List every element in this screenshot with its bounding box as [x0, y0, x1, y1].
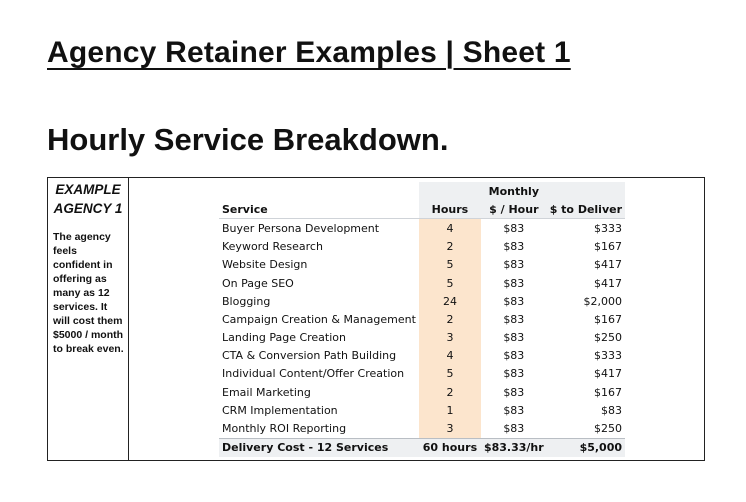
- table-row: [219, 347, 625, 365]
- deliver-cell: $2,000: [583, 294, 623, 308]
- service-cell: On Page SEO: [222, 276, 294, 290]
- deliver-cell: $333: [594, 221, 623, 235]
- deliver-cell: $167: [594, 240, 623, 254]
- total-row: [219, 438, 625, 457]
- rate-cell: $83: [503, 258, 525, 272]
- rate-cell: $83: [503, 403, 525, 417]
- hours-cell: 4: [419, 219, 481, 238]
- rate-cell: $83: [503, 221, 525, 235]
- service-rows: [219, 219, 625, 438]
- deliver-cell: $167: [594, 385, 623, 399]
- table-row: [219, 256, 625, 274]
- header-deliver: $ to Deliver: [547, 200, 625, 219]
- document-title: Agency Retainer Examples | Sheet 1: [47, 36, 571, 69]
- table-row: [219, 292, 625, 310]
- rate-cell: $83: [503, 312, 525, 326]
- hours-cell: 24: [419, 292, 481, 310]
- hours-cell: 2: [419, 383, 481, 401]
- service-cell: Buyer Persona Development: [222, 221, 380, 235]
- deliver-cell: $83: [601, 403, 623, 417]
- service-cell: Email Marketing: [222, 385, 311, 399]
- header-rate: $ / Hour: [481, 200, 547, 219]
- agency-description: The agency feels confident in offering as many as 12 services. It will cost them $5000 / month to break even.: [53, 231, 124, 355]
- hours-cell: 2: [419, 238, 481, 256]
- table-row: [219, 310, 625, 328]
- rate-cell: $83: [503, 422, 525, 436]
- total-deliver: $5,000: [547, 438, 625, 457]
- hours-cell: 3: [419, 419, 481, 438]
- service-cell: Campaign Creation & Management: [222, 312, 416, 326]
- table-row: [219, 329, 625, 347]
- rate-cell: $83: [503, 276, 525, 290]
- table-row: [219, 238, 625, 256]
- hours-cell: 5: [419, 365, 481, 383]
- rate-cell: $83: [503, 385, 525, 399]
- total-label: Delivery Cost - 12 Services: [219, 438, 419, 457]
- deliver-cell: $333: [594, 349, 623, 363]
- service-cell: CTA & Conversion Path Building: [222, 349, 397, 363]
- table-row: [219, 383, 625, 401]
- group-header-monthly: Monthly: [481, 182, 547, 200]
- service-cell: Individual Content/Offer Creation: [222, 367, 405, 381]
- hours-cell: 1: [419, 401, 481, 419]
- total-hours: 60 hours: [419, 438, 481, 457]
- header-hours: Hours: [419, 200, 481, 219]
- deliver-cell: $417: [594, 276, 623, 290]
- table-row: [219, 365, 625, 383]
- service-breakdown-table: [219, 182, 625, 457]
- table-row: [219, 274, 625, 292]
- service-cell: Landing Page Creation: [222, 331, 346, 345]
- rate-cell: $83: [503, 349, 525, 363]
- group-header-row: [219, 182, 625, 200]
- column-header-row: [219, 200, 625, 219]
- deliver-cell: $167: [594, 312, 623, 326]
- table-row: [219, 419, 625, 438]
- service-cell: Keyword Research: [222, 240, 323, 254]
- service-cell: Monthly ROI Reporting: [222, 422, 347, 436]
- deliver-cell: $250: [594, 331, 623, 345]
- service-cell: CRM Implementation: [222, 403, 338, 417]
- hours-cell: 3: [419, 329, 481, 347]
- agency-name: EXAMPLE AGENCY 1: [53, 182, 123, 216]
- header-service: Service: [219, 200, 419, 219]
- table-row: [219, 401, 625, 419]
- table-row: [219, 219, 625, 238]
- hours-cell: 2: [419, 310, 481, 328]
- hours-cell: 4: [419, 347, 481, 365]
- service-cell: Website Design: [222, 258, 308, 272]
- section-heading: Hourly Service Breakdown.: [47, 122, 449, 157]
- rate-cell: $83: [503, 331, 525, 345]
- deliver-cell: $417: [594, 367, 623, 381]
- hours-cell: 5: [419, 274, 481, 292]
- total-rate: $83.33/hr: [481, 438, 547, 457]
- rate-cell: $83: [503, 240, 525, 254]
- hours-cell: 5: [419, 256, 481, 274]
- deliver-cell: $250: [594, 422, 623, 436]
- service-cell: Blogging: [222, 294, 271, 308]
- retainer-example-frame: [47, 177, 705, 461]
- deliver-cell: $417: [594, 258, 623, 272]
- rate-cell: $83: [503, 367, 525, 381]
- rate-cell: $83: [503, 294, 525, 308]
- agency-info-column: [48, 178, 129, 460]
